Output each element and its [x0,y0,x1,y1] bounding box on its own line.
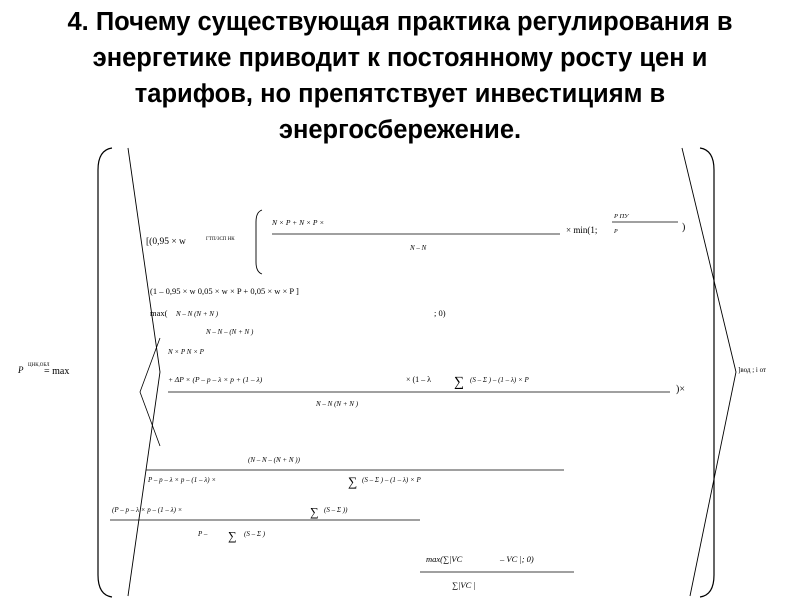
formula-lhs-symbol: P [18,365,24,375]
formula-image [0,140,800,600]
formula-term: + ΔP × (P – p – λ × p + (1 – λ) [168,375,263,384]
formula-sum: ∑ [348,474,358,489]
formula-term: P – p – λ × p – (1 – λ) × [148,476,217,484]
title-line: тарифов, но препятствует инвестициям в [134,80,666,108]
formula-sum: ∑ [454,375,464,390]
formula-lhs-sup: ЦНК,ОБЛ [28,363,50,368]
formula-sum: ∑ [310,505,319,519]
formula-term: N – N [410,244,427,252]
formula-row11-numer-end: – VC |; 0) [500,554,534,564]
formula-term: N × P N × P [168,348,204,356]
formula-row3-prefix: max( [150,308,168,318]
formula-term: N – N – (N + N ) [206,328,254,336]
formula-term: (S – Σ ) – (1 – λ) × P [362,476,421,484]
formula-row11-numer-start: max(∑|VC [426,554,463,564]
formula-sum: ∑ [228,529,237,543]
formula-row1-prefix: [(0,95 × w [146,237,186,247]
formula-term: (S – Σ )) [324,506,348,514]
formula-row1-min: × min(1; [566,225,598,235]
formula-row3-suffix: ; 0) [434,308,446,318]
title-line: энергосбережение. [278,116,522,144]
row1-bracket [256,210,262,274]
title-line: 4. Почему существующая практика регулирования в [67,8,733,36]
formula-lhs: = max [44,366,70,377]
formula-paren: ) [682,222,686,233]
outer-right-brace [700,148,714,597]
formula-row6-mid: × (1 – λ [406,375,432,384]
formula-sup: ГТП/ЗСП НК [206,237,235,242]
formula-right-label: ]вод ; i от [738,366,767,374]
formula-row2: (1 – 0,95 × w 0,05 × w × P + 0,05 × w × P ] [150,286,299,296]
formula-term: (N – N – (N + N )) [248,456,300,464]
inner-left-chevron [128,148,160,596]
formula-term: P – [198,530,208,538]
formula-term: P ПУ [614,213,629,220]
formula-term: (S – Σ ) [244,530,266,538]
formula-paren: )× [676,384,685,395]
formula-term: P [614,229,618,235]
formula-term: N × P + N × P × [272,218,325,227]
outer-left-brace [98,148,112,597]
formula-term: N – N (N + N ) [176,310,219,318]
formula-term: N – N (N + N ) [316,400,359,408]
title-line: энергетике приводит к постоянному росту цен и [92,44,708,72]
slide-title [12,4,788,148]
formula-term: (P – p – λ × p – (1 – λ) × [112,506,183,514]
formula-row11-denom: ∑|VC | [452,580,476,590]
formula-term: (S – Σ ) – (1 – λ) × P [470,376,529,384]
inner-right-chevron [682,148,736,596]
